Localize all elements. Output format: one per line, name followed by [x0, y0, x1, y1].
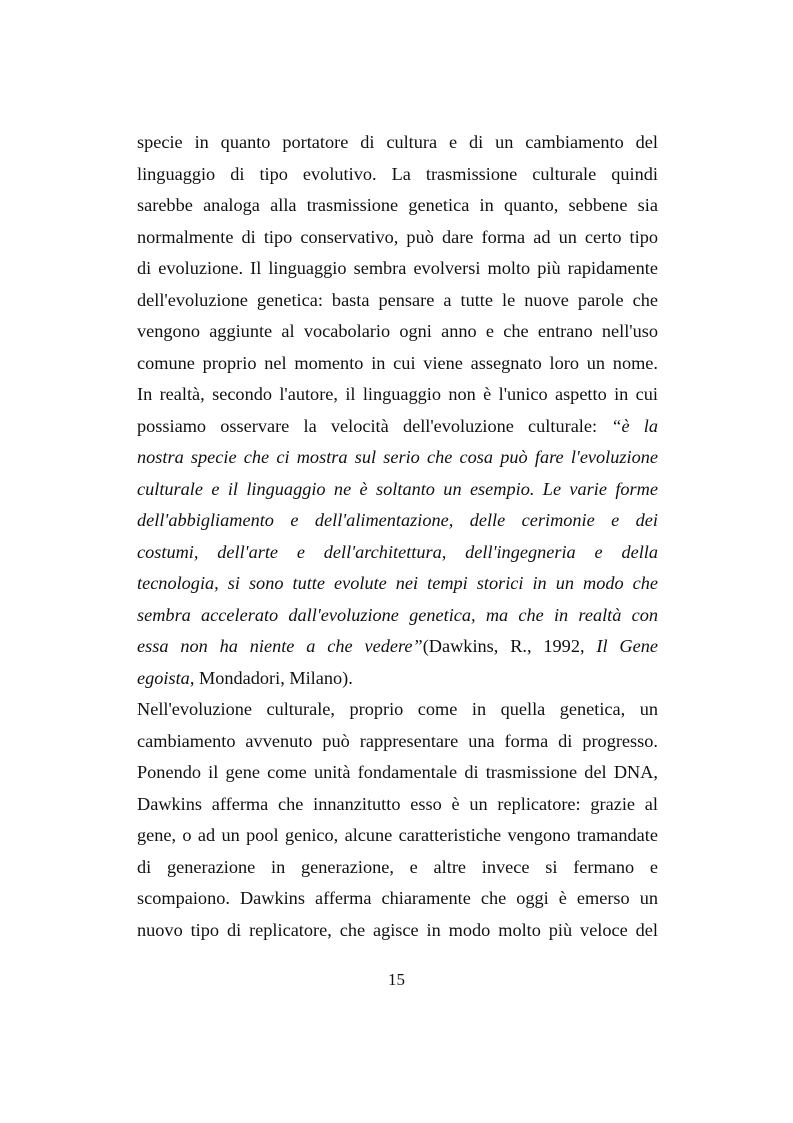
text-line	[137, 856, 658, 878]
italic-quote-text: sembra accelerato dall'evoluzione genetica, ma che in realtà con	[137, 604, 658, 625]
text-line	[137, 478, 658, 500]
text-line	[137, 793, 658, 815]
line-text: Ponendo il gene come unità fondamentale di trasmissione del DNA,	[137, 762, 658, 782]
text-line	[137, 604, 658, 626]
line-text: comune proprio nel momento in cui viene assegnato loro un nome.	[137, 352, 658, 373]
italic-quote-text: culturale e il linguaggio ne è soltanto un esempio. Le varie forme	[137, 478, 658, 499]
text-line	[137, 572, 658, 594]
text-line	[137, 226, 658, 248]
line-text: Nell'evoluzione culturale, proprio come in quella genetica, un	[137, 699, 658, 719]
text-line	[137, 163, 658, 185]
line-text: possiamo osservare la velocità dell'evoluzione culturale:	[137, 415, 612, 436]
text-line	[137, 667, 658, 689]
text-line	[137, 415, 658, 437]
line-text: di evoluzione. Il linguaggio sembra evolversi molto più rapidamente	[137, 258, 658, 278]
italic-quote-text: essa non ha niente a che vedere”	[137, 636, 423, 656]
line-text: vengono aggiunte al vocabolario ogni anno e che entrano nell'uso	[137, 321, 658, 341]
text-line	[137, 919, 658, 941]
line-text: dell'evoluzione genetica: basta pensare a tutte le nuove parole che	[137, 289, 658, 310]
text-line	[137, 320, 658, 342]
italic-quote-text: dell'abbigliamento e dell'alimentazione, delle cerimonie e dei	[137, 510, 658, 530]
line-text: specie in quanto portatore di cultura e di un cambiamento del	[137, 132, 658, 152]
italic-quote-text: “è la	[611, 415, 658, 436]
text-line	[137, 257, 658, 279]
line-text: scompaiono. Dawkins afferma chiaramente che oggi è emerso un	[137, 888, 658, 908]
text-line	[137, 887, 658, 909]
line-text: (Dawkins, R., 1992,	[422, 636, 597, 656]
text-line	[137, 761, 658, 783]
text-line	[137, 446, 658, 468]
text-line	[137, 352, 658, 374]
italic-quote-text: egoista	[137, 667, 190, 688]
line-text: gene, o ad un pool genico, alcune caratteristiche vengono tramandate	[137, 825, 658, 845]
italic-quote-text: Il Gene	[596, 636, 658, 656]
line-text: In realtà, secondo l'autore, il linguaggio non è l'unico aspetto in cui	[137, 384, 658, 404]
line-text: nuovo tipo di replicatore, che agisce in modo molto più veloce del	[137, 919, 658, 940]
italic-quote-text: tecnologia, si sono tutte evolute nei tempi storici in un modo che	[137, 573, 658, 593]
line-text: di generazione in generazione, e altre invece si fermano e	[137, 856, 658, 877]
text-line	[137, 541, 658, 563]
text-line	[137, 289, 658, 311]
line-text: linguaggio di tipo evolutivo. La trasmissione culturale quindi	[137, 163, 658, 184]
text-line	[137, 131, 658, 153]
line-text: , Mondadori, Milano).	[189, 667, 353, 688]
text-line	[137, 730, 658, 752]
italic-quote-text: costumi, dell'arte e dell'architettura, dell'ingegneria e della	[137, 541, 658, 562]
text-line	[137, 824, 658, 846]
line-text: cambiamento avvenuto può rappresentare una forma di progresso.	[137, 730, 658, 751]
text-line	[137, 698, 658, 720]
line-text: sarebbe analoga alla trasmissione genetica in quanto, sebbene sia	[137, 195, 658, 215]
text-line	[137, 194, 658, 216]
text-line	[137, 509, 658, 531]
italic-quote-text: nostra specie che ci mostra sul serio che cosa può fare l'evoluzione	[137, 447, 658, 467]
line-text: normalmente di tipo conservativo, può dare forma ad un certo tipo	[137, 226, 658, 247]
text-line	[137, 635, 658, 657]
page-number: 15	[388, 970, 405, 989]
text-line	[137, 383, 658, 405]
line-text: Dawkins afferma che innanzitutto esso è un replicatore: grazie al	[137, 793, 658, 814]
